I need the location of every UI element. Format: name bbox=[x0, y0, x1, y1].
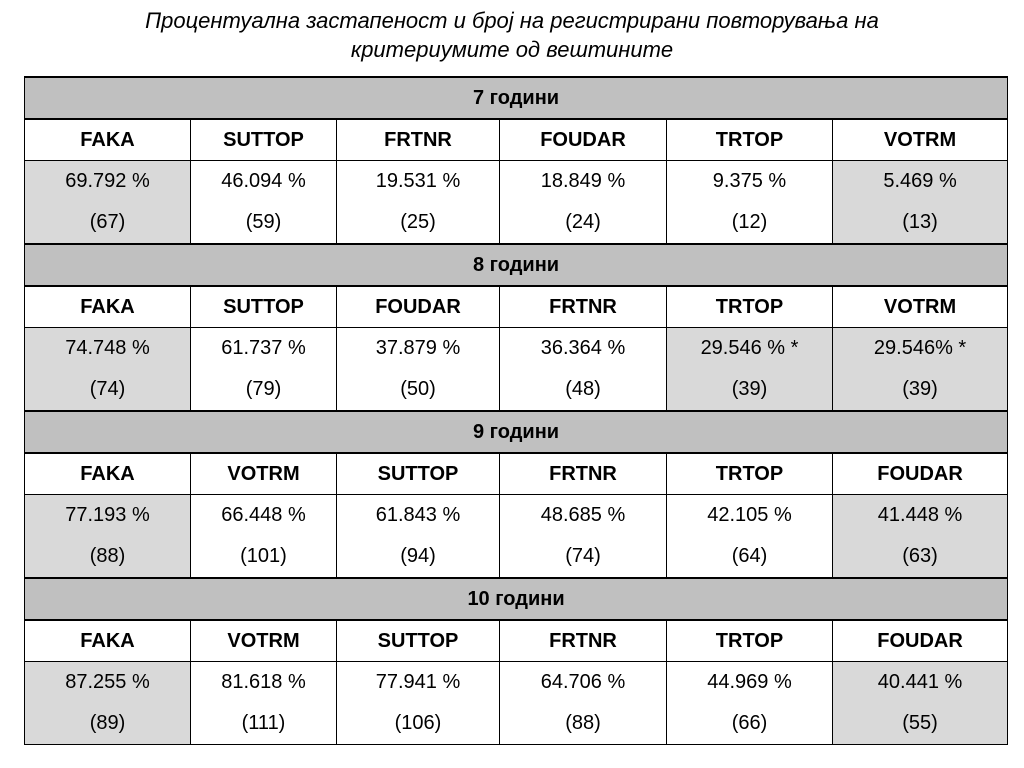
percent-value: 19.531 % bbox=[375, 170, 461, 192]
column-header: TRTOP bbox=[667, 620, 833, 662]
section-9-years bbox=[25, 411, 1008, 578]
column-header: FRTNR bbox=[500, 453, 667, 495]
count-value: (106) bbox=[394, 712, 442, 734]
title-line-1: Процентуална застапеност и број на регистрирани повторувања на bbox=[145, 8, 879, 33]
count-value: (24) bbox=[565, 211, 601, 233]
count-value: (50) bbox=[400, 378, 436, 400]
percent-value: 81.618 % bbox=[221, 671, 306, 693]
column-header: FRTNR bbox=[500, 620, 667, 662]
percent-value: 64.706 % bbox=[540, 671, 626, 693]
section-10-years bbox=[25, 578, 1008, 745]
value-cell bbox=[500, 328, 667, 412]
count-value: (13) bbox=[902, 211, 938, 233]
column-header: TRTOP bbox=[667, 119, 833, 161]
column-header: FAKA bbox=[25, 620, 191, 662]
column-header: SUTTOP bbox=[337, 453, 500, 495]
count-value: (74) bbox=[565, 545, 601, 567]
value-cell bbox=[500, 161, 667, 245]
value-cell bbox=[667, 495, 833, 579]
percent-value: 87.255 % bbox=[65, 671, 150, 693]
percent-value: 44.969 % bbox=[707, 671, 792, 693]
percent-value: 61.737 % bbox=[221, 337, 306, 359]
count-value: (74) bbox=[89, 378, 126, 400]
percent-value: 41.448 % bbox=[877, 504, 963, 526]
count-value: (48) bbox=[565, 378, 601, 400]
count-value: (79) bbox=[245, 378, 282, 400]
count-value: (12) bbox=[731, 211, 768, 233]
section-8-years bbox=[25, 244, 1008, 411]
column-header: TRTOP bbox=[667, 286, 833, 328]
value-cell bbox=[191, 495, 337, 579]
value-cell bbox=[191, 328, 337, 412]
section-header: 8 години bbox=[25, 244, 1008, 286]
percent-value: 36.364 % bbox=[540, 337, 626, 359]
count-value: (55) bbox=[902, 712, 938, 734]
percent-value: 77.941 % bbox=[375, 671, 461, 693]
percent-value: 61.843 % bbox=[375, 504, 461, 526]
title-line-2: критериумите од вештините bbox=[350, 37, 674, 62]
percent-value: 5.469 % bbox=[883, 170, 957, 192]
value-cell bbox=[191, 161, 337, 245]
column-header: FOUDAR bbox=[833, 453, 1008, 495]
percent-value: 37.879 % bbox=[375, 337, 461, 359]
value-cell bbox=[833, 495, 1008, 579]
column-header: FOUDAR bbox=[337, 286, 500, 328]
count-value: (88) bbox=[565, 712, 601, 734]
percent-value: 9.375 % bbox=[712, 170, 787, 192]
count-value: (64) bbox=[731, 545, 768, 567]
value-cell bbox=[25, 161, 191, 245]
count-value: (66) bbox=[731, 712, 768, 734]
column-header: TRTOP bbox=[667, 453, 833, 495]
percent-value: 48.685 % bbox=[540, 504, 626, 526]
value-cell bbox=[25, 495, 191, 579]
skills-table bbox=[24, 76, 1008, 745]
value-cell bbox=[191, 662, 337, 745]
column-header: VOTRM bbox=[833, 119, 1008, 161]
value-cell bbox=[667, 161, 833, 245]
column-header: SUTTOP bbox=[191, 119, 337, 161]
value-cell bbox=[337, 495, 500, 579]
value-cell bbox=[25, 328, 191, 412]
percent-value: 46.094 % bbox=[221, 170, 306, 192]
count-value: (39) bbox=[902, 378, 938, 400]
count-value: (67) bbox=[89, 211, 126, 233]
column-header: FRTNR bbox=[500, 286, 667, 328]
column-header: FAKA bbox=[25, 286, 191, 328]
count-value: (63) bbox=[902, 545, 938, 567]
percent-value: 18.849 % bbox=[540, 170, 626, 192]
section-header: 10 години bbox=[25, 578, 1008, 620]
count-value: (25) bbox=[400, 211, 436, 233]
column-header: VOTRM bbox=[833, 286, 1008, 328]
column-header: VOTRM bbox=[191, 453, 337, 495]
page-title bbox=[0, 6, 1024, 64]
column-header: FOUDAR bbox=[833, 620, 1008, 662]
section-header: 9 години bbox=[25, 411, 1008, 453]
section-7-years bbox=[25, 77, 1008, 244]
value-cell bbox=[667, 328, 833, 412]
percent-value: 29.546% * bbox=[873, 337, 967, 359]
value-cell bbox=[833, 328, 1008, 412]
count-value: (94) bbox=[400, 545, 436, 567]
percent-value: 77.193 % bbox=[65, 504, 150, 526]
section-header: 7 години bbox=[25, 77, 1008, 119]
percent-value: 29.546 % * bbox=[700, 337, 799, 359]
value-cell bbox=[500, 495, 667, 579]
percent-value: 74.748 % bbox=[65, 337, 150, 359]
column-header: FOUDAR bbox=[500, 119, 667, 161]
count-value: (101) bbox=[240, 545, 287, 567]
count-value: (89) bbox=[89, 712, 126, 734]
column-header: SUTTOP bbox=[337, 620, 500, 662]
column-header: FRTNR bbox=[337, 119, 500, 161]
value-cell bbox=[500, 662, 667, 745]
percent-value: 69.792 % bbox=[65, 170, 150, 192]
count-value: (88) bbox=[89, 545, 126, 567]
column-header: FAKA bbox=[25, 453, 191, 495]
value-cell bbox=[337, 328, 500, 412]
percent-value: 42.105 % bbox=[707, 504, 792, 526]
value-cell bbox=[337, 662, 500, 745]
value-cell bbox=[25, 662, 191, 745]
count-value: (39) bbox=[731, 378, 768, 400]
column-header: FAKA bbox=[25, 119, 191, 161]
column-header: SUTTOP bbox=[191, 286, 337, 328]
column-header: VOTRM bbox=[191, 620, 337, 662]
value-cell bbox=[667, 662, 833, 745]
percent-value: 40.441 % bbox=[877, 671, 963, 693]
percent-value: 66.448 % bbox=[221, 504, 306, 526]
value-cell bbox=[337, 161, 500, 245]
value-cell bbox=[833, 161, 1008, 245]
count-value: (59) bbox=[245, 211, 282, 233]
value-cell bbox=[833, 662, 1008, 745]
count-value: (111) bbox=[241, 712, 286, 734]
